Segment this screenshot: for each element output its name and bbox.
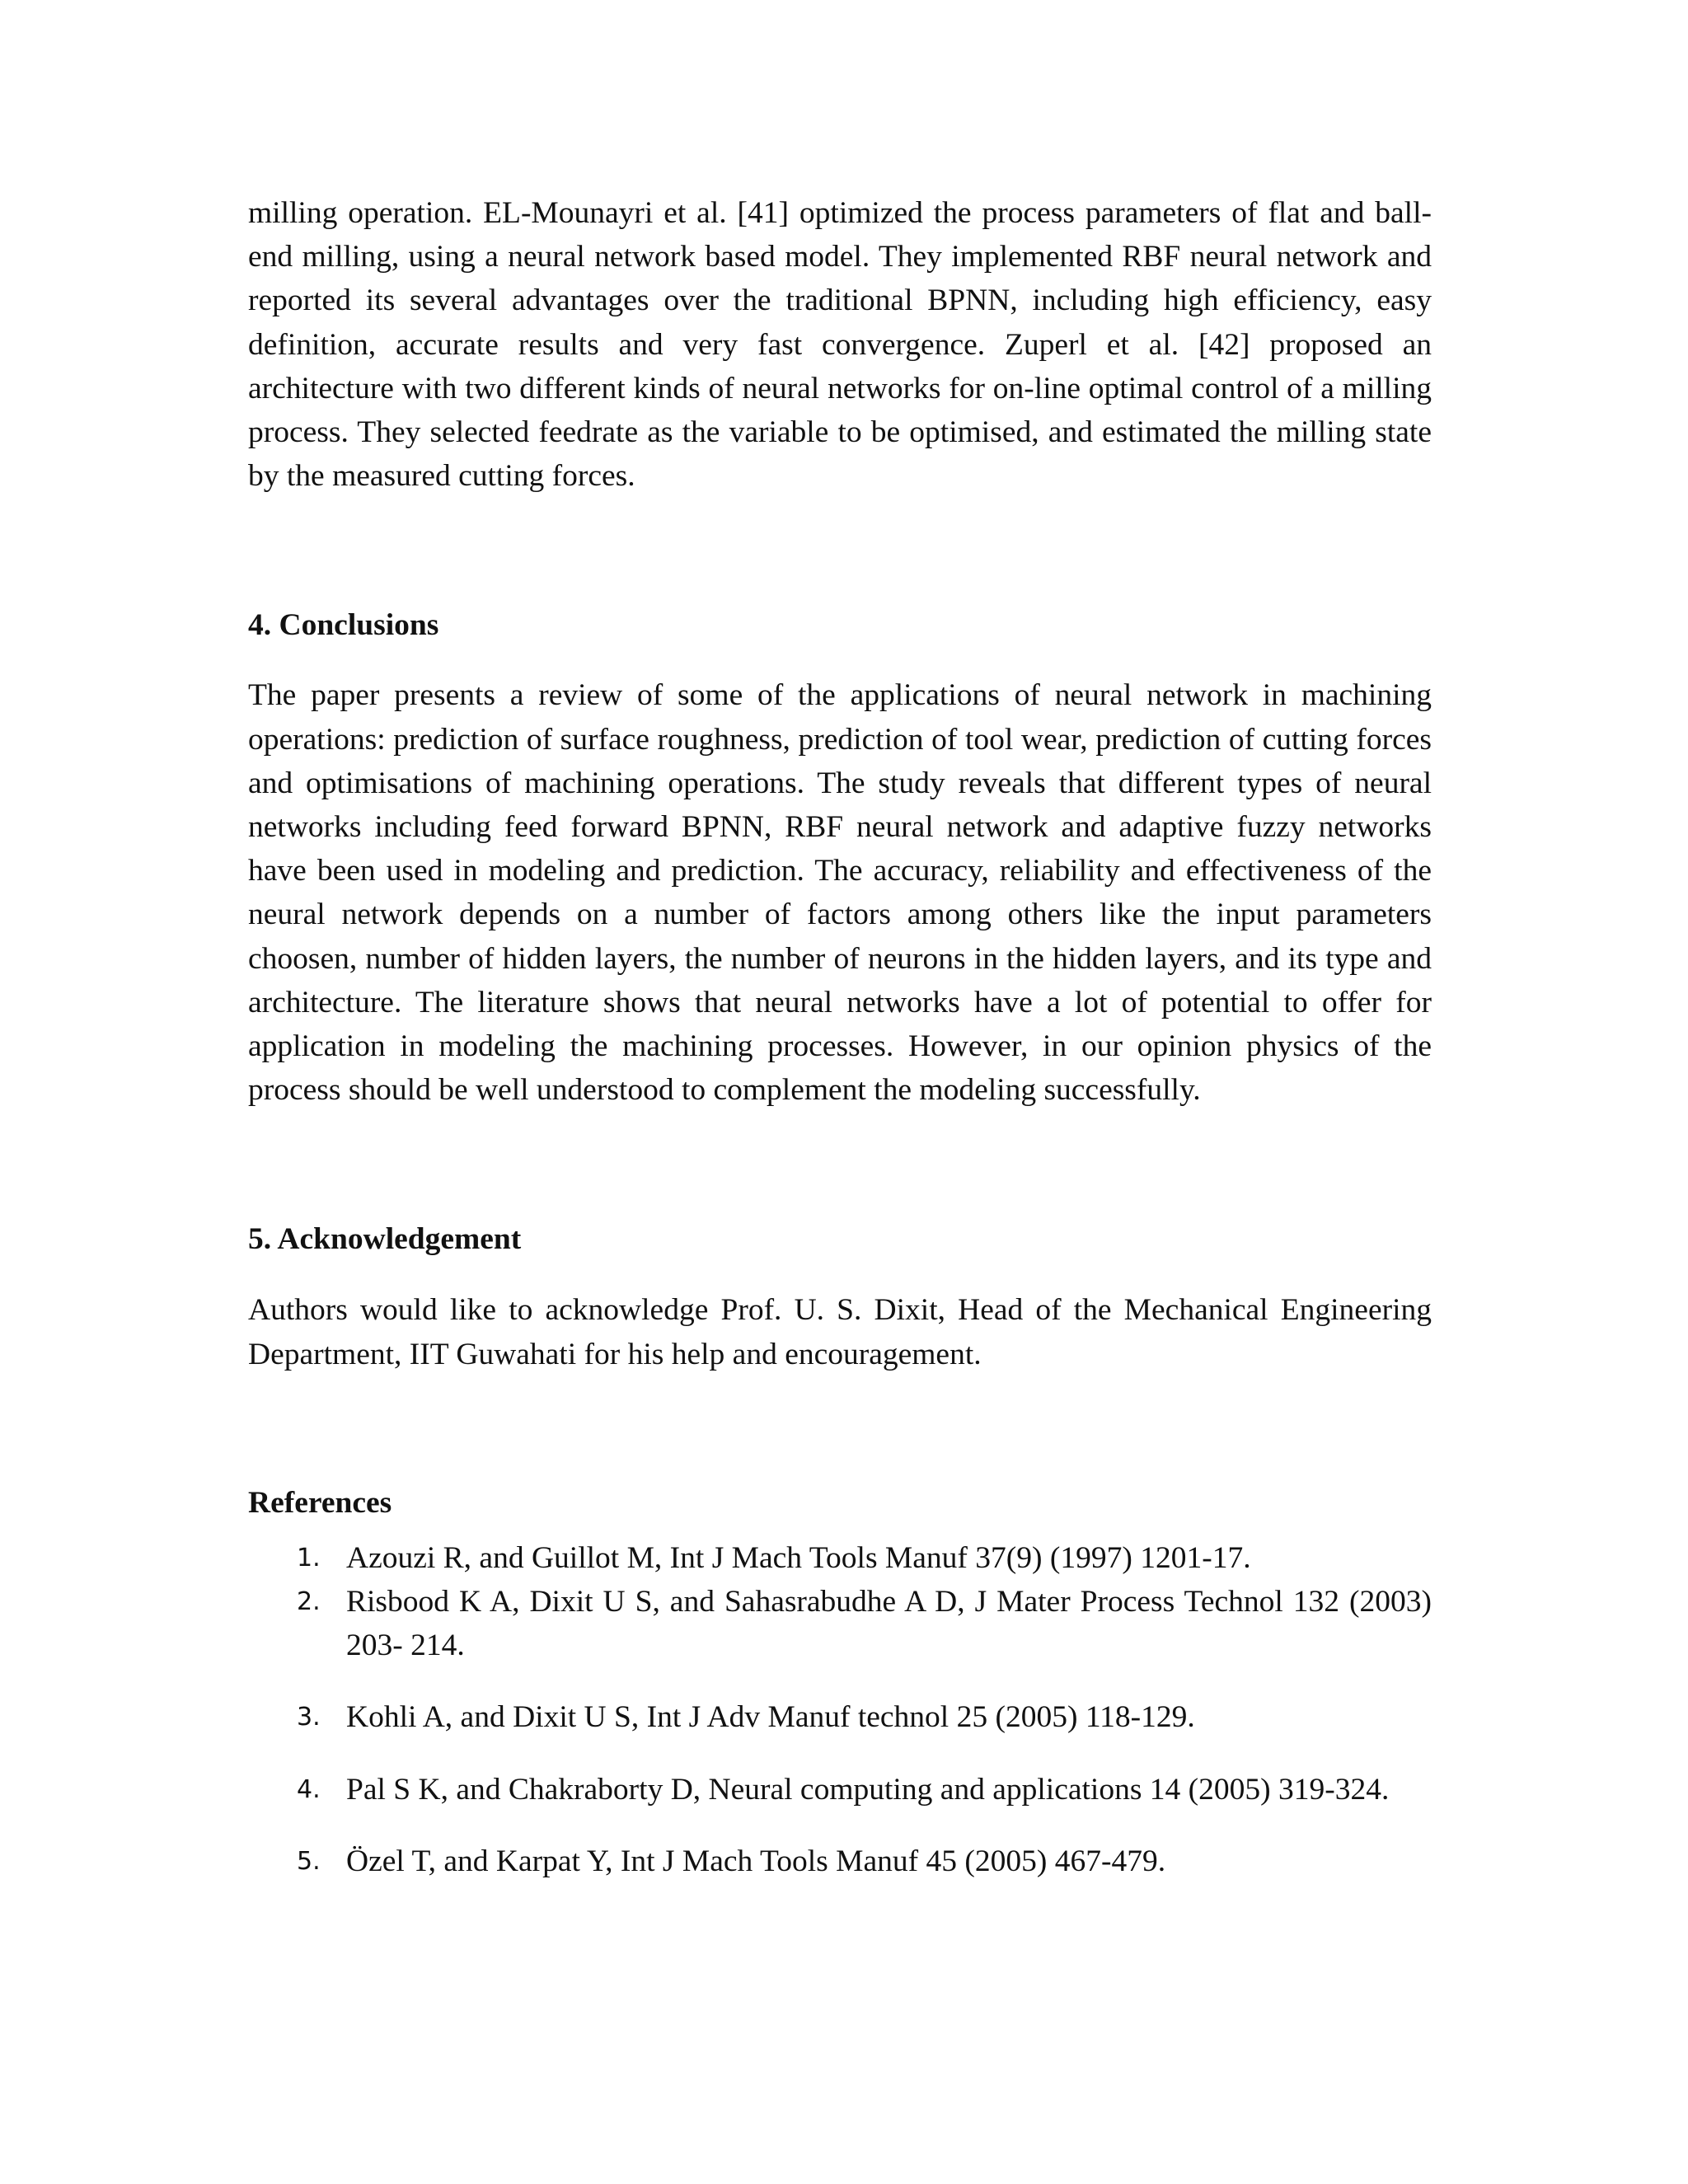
reference-number: 2. [297,1587,321,1617]
reference-text: Kohli A, and Dixit U S, Int J Adv Manuf technol 25 (2005) 118-129. [346,1700,1195,1735]
reference-number: 1. [297,1543,321,1572]
reference-item-1 [248,1536,1432,1580]
conclusions-heading: 4. Conclusions [248,608,439,643]
reference-item-3 [248,1695,1432,1739]
reference-text: Risbood K A, Dixit U S, and Sahasrabudhe A D, J Mater Process Technol 132 (2003) 203- 214. [346,1585,1432,1663]
reference-text: Özel T, and Karpat Y, Int J Mach Tools Manuf 45 (2005) 467-479. [346,1844,1166,1878]
references-list [248,1536,1432,1883]
reference-number: 4. [297,1774,321,1804]
references-heading: References [248,1485,392,1520]
reference-item-2 [248,1580,1432,1667]
reference-number: 3. [297,1703,321,1732]
document-page [248,191,1432,1883]
reference-number: 5. [297,1846,321,1876]
acknowledgement-heading: 5. Acknowledgement [248,1222,522,1257]
intro-paragraph: milling operation. EL-Mounayri et al. [41] optimized the process parameters of flat and ball-end milling, using a neural network based model. They implemented RBF neural network and reported its several advantages over the traditional BPNN, including high efficiency, easy definition, accurate results and very fast convergence. Zuperl et al. [42] proposed an architecture with two different kinds of neural networks for on-line optimal control of a milling process. They selected feedrate as the variable to be optimised, and estimated the milling state by the measured cutting forces. [248,196,1432,494]
reference-item-4 [248,1768,1432,1811]
reference-text: Pal S K, and Chakraborty D, Neural computing and applications 14 (2005) 319-324. [346,1772,1390,1807]
reference-item-5 [248,1840,1432,1883]
reference-text: Azouzi R, and Guillot M, Int J Mach Tools Manuf 37(9) (1997) 1201-17. [346,1540,1251,1575]
acknowledgement-paragraph: Authors would like to acknowledge Prof. U. S. Dixit, Head of the Mechanical Engineering Department, IIT Guwahati for his help and encouragement. [248,1293,1432,1371]
conclusions-paragraph: The paper presents a review of some of the applications of neural network in machining operations: prediction of surface roughness, prediction of tool wear, prediction of cutting forces and optimisations of machining operations. The study reveals that different types of neural networks including feed forward BPNN, RBF neural network and adaptive fuzzy networks have been used in modeling and prediction. The accuracy, reliability and effectiveness of the neural network depends on a number of factors among others like the input parameters choosen, number of hidden layers, the number of neurons in the hidden layers, and its type and architecture. The literature shows that neural networks have a lot of potential to offer for application in modeling the machining processes. However, in our opinion physics of the process should be well understood to complement the modeling successfully. [248,678,1432,1108]
